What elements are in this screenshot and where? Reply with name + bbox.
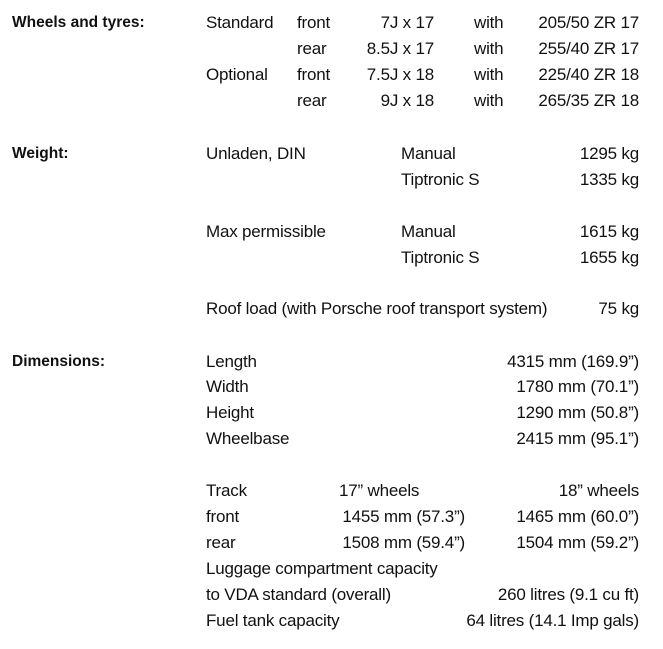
track-value: 1465 mm (60.0”) <box>516 507 639 526</box>
dimension-label: Width <box>206 377 249 396</box>
dimension-value: 1780 mm (70.1”) <box>516 377 639 396</box>
dimension-label: Height <box>206 403 254 422</box>
track-col-18: 18” wheels <box>558 481 639 500</box>
weight-tiptronic-label: Tiptronic S <box>401 248 480 267</box>
wheels-with: with <box>474 91 504 110</box>
wheels-group-optional: Optional <box>206 65 268 84</box>
wheels-rim: 9J x 18 <box>380 91 434 110</box>
weight-heading: Weight: <box>12 145 69 162</box>
wheels-with: with <box>474 39 504 58</box>
weight-unladen-label: Unladen, DIN <box>206 144 306 163</box>
weight-manual-label: Manual <box>401 144 456 163</box>
weight-manual-label: Manual <box>401 222 456 241</box>
wheels-pos: front <box>297 13 331 32</box>
fuel-value: 64 litres (14.1 Imp gals) <box>466 611 639 630</box>
track-front-label: front <box>206 507 240 526</box>
luggage-label: Luggage compartment capacity <box>206 559 438 578</box>
wheels-tyre: 255/40 ZR 17 <box>538 39 639 58</box>
weight-roof-label: Roof load (with Porsche roof transport system) <box>206 299 548 318</box>
wheels-rim: 7J x 17 <box>380 13 434 32</box>
wheels-with: with <box>474 13 504 32</box>
wheels-tyre: 225/40 ZR 18 <box>538 65 639 84</box>
track-value: 1504 mm (59.2”) <box>516 533 639 552</box>
dimension-value: 2415 mm (95.1”) <box>516 429 639 448</box>
weight-value: 1335 kg <box>579 170 639 189</box>
wheels-heading: Wheels and tyres: <box>12 14 145 31</box>
wheels-pos: front <box>297 65 331 84</box>
wheels-tyre: 265/35 ZR 18 <box>538 91 639 110</box>
track-col-17: 17” wheels <box>339 481 420 500</box>
dimension-value: 4315 mm (169.9”) <box>507 352 639 371</box>
wheels-group-standard: Standard <box>206 13 274 32</box>
weight-roof-value: 75 kg <box>598 299 639 318</box>
weight-max-label: Max permissible <box>206 222 326 241</box>
weight-value: 1615 kg <box>579 222 639 241</box>
track-rear-label: rear <box>206 533 236 552</box>
dimensions-heading: Dimensions: <box>12 353 106 370</box>
track-label: Track <box>206 481 247 500</box>
wheels-tyre: 205/50 ZR 17 <box>538 13 639 32</box>
wheels-rim: 7.5J x 18 <box>366 65 434 84</box>
wheels-pos: rear <box>297 91 327 110</box>
luggage-value: 260 litres (9.1 cu ft) <box>497 585 639 604</box>
dimension-label: Wheelbase <box>206 429 290 448</box>
wheels-with: with <box>474 65 504 84</box>
track-value: 1508 mm (59.4”) <box>342 533 465 552</box>
track-value: 1455 mm (57.3”) <box>342 507 465 526</box>
weight-tiptronic-label: Tiptronic S <box>401 170 480 189</box>
dimension-label: Length <box>206 352 257 371</box>
dimension-value: 1290 mm (50.8”) <box>516 403 639 422</box>
fuel-label: Fuel tank capacity <box>206 611 340 630</box>
wheels-rim: 8.5J x 17 <box>366 39 434 58</box>
wheels-pos: rear <box>297 39 327 58</box>
weight-value: 1655 kg <box>579 248 639 267</box>
luggage-label-2: to VDA standard (overall) <box>206 585 391 604</box>
weight-value: 1295 kg <box>579 144 639 163</box>
